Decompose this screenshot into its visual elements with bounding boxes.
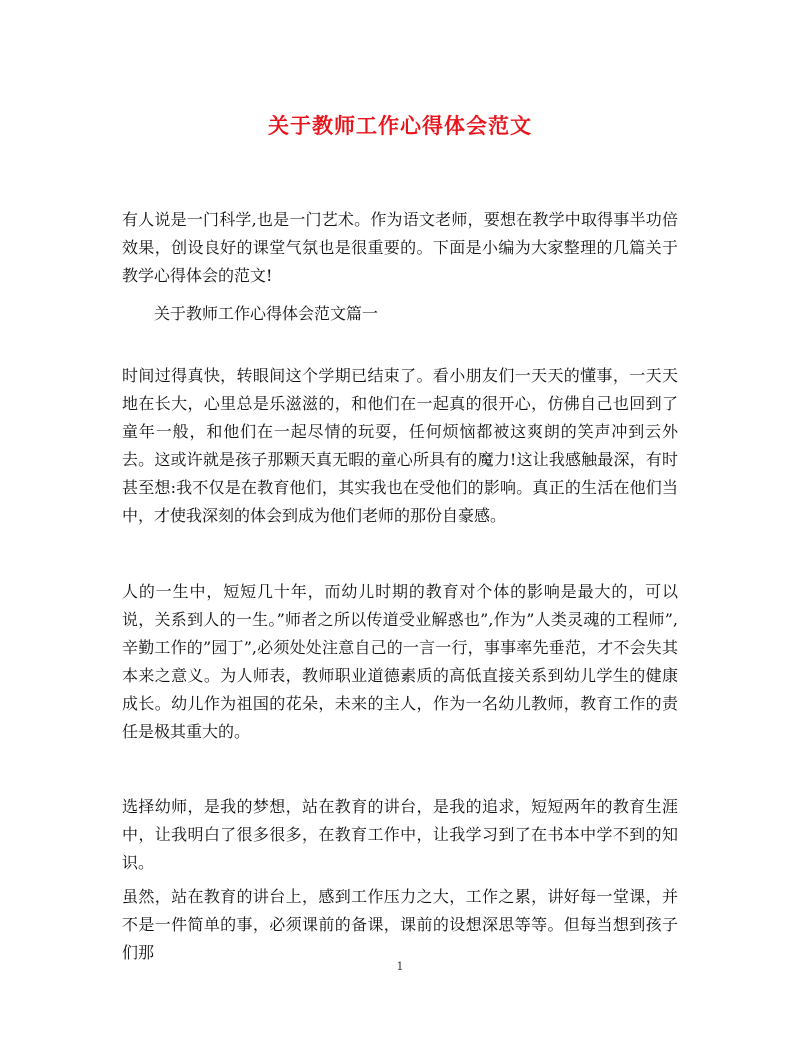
section-heading: 关于教师工作心得体会范文篇一 xyxy=(154,304,379,323)
body-paragraph-2: 人的一生中，短短几十年，而幼儿时期的教育对个体的影响是最大的，可以说，关系到人的一生。”师者之所以传道受业解惑也”,作为”人类灵魂的工程师”,辛勤工作的”园丁”,必须处处注意自己的一言一行，事事率先垂范，才不会失其本来之意义。为人师表，教师职业道德素质的高低直接关系到幼儿学生的健康成长。幼儿作为祖国的花朵，未来的主人，作为一名幼儿教师，教育工作的责任是极其重大的。 xyxy=(122,582,678,741)
body-paragraph-3: 选择幼师，是我的梦想，站在教育的讲台，是我的追求，短短两年的教育生涯中，让我明白了很多很多，在教育工作中，让我学习到了在书本中学不到的知识。 xyxy=(122,797,678,872)
document-title: 关于教师工作心得体会范文 xyxy=(268,113,532,138)
intro-paragraph: 有人说是一门科学,也是一门艺术。作为语文老师，要想在教学中取得事半功倍效果，创设良好的课堂气氛也是很重要的。下面是小编为大家整理的几篇关于教学心得体会的范文! xyxy=(122,210,678,285)
body-paragraph-4: 虽然，站在教育的讲台上，感到工作压力之大，工作之累，讲好每一堂课，并不是一件简单的事，必须课前的备课，课前的设想深思等等。但每当想到孩子们那 xyxy=(122,887,678,962)
page-number: 1 xyxy=(396,960,404,973)
body-paragraph-1: 时间过得真快，转眼间这个学期已结束了。看小朋友们一天天的懂事，一天天地在长大，心里总是乐滋滋的，和他们在一起真的很开心，仿佛自己也回到了童年一般，和他们在一起尽情的玩耍，任何烦恼都被这爽朗的笑声冲到云外去。这或许就是孩子那颗天真无暇的童心所具有的魔力!这让我感触最深，有时甚至想:我不仅是在教育他们，其实我也在受他们的影响。真正的生活在他们当中，才使我深刻的体会到成为他们老师的那份自豪感。 xyxy=(122,366,678,525)
